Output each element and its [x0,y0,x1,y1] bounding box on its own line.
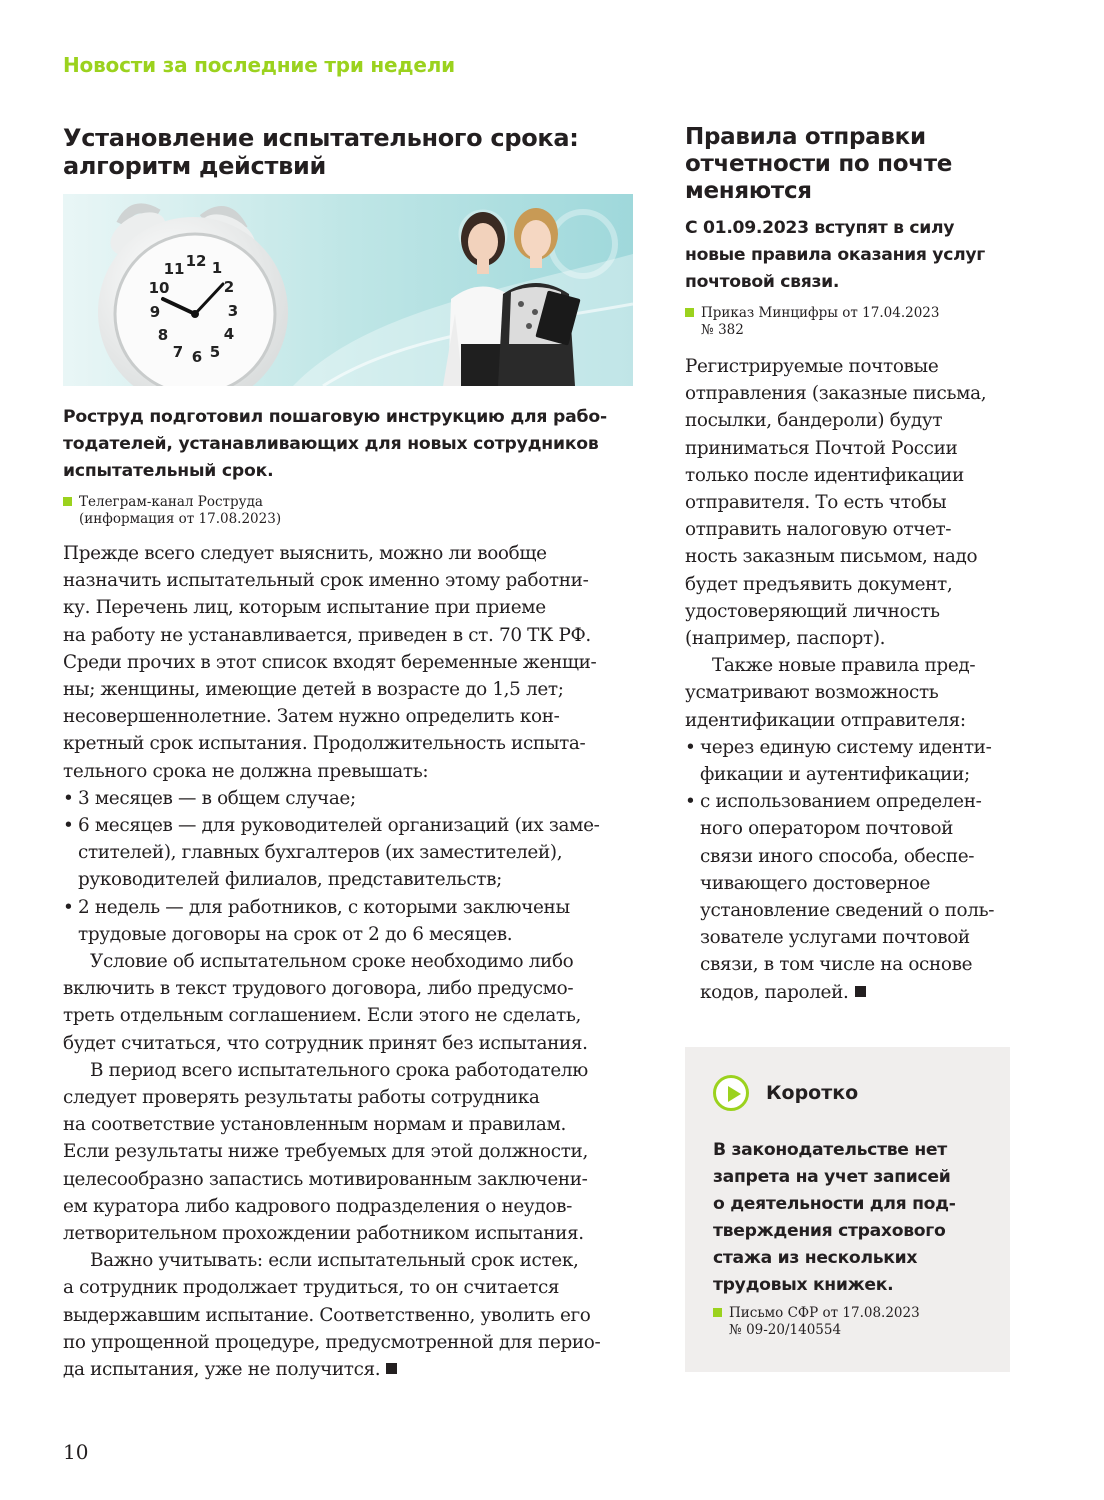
title-line: алгоритм действий [63,152,327,180]
paragraph: Важно учитывать: если испытательный срок истек, а сотрудник продолжает трудиться, то он считается выдержавшим испытание. Соответственно, уволить его по упрощенной процедуре, предусмотренной для перио- да испытания, уже не получится. [63,1250,601,1381]
list-item: • через единую систему иденти- фикации и аутентификации; [685,734,1015,788]
source-marker-icon [685,308,694,317]
article-probation [63,124,633,1383]
svg-text:6: 6 [191,348,203,366]
short-news-header [713,1075,858,1111]
svg-text:9: 9 [149,303,161,321]
paragraph: Также новые правила пред- усматривают возможность идентификации отправителя: [685,655,976,731]
short-news-title: Коротко [766,1082,859,1104]
list-item: • с использованием определен- ного оператором почтовой связи иного способа, обеспе- чивающего достоверное установление сведений о поль- зователе услугами почтовой связи, в том числе на основе кодов, паролей. [685,788,1015,1006]
article-title [63,124,633,180]
list-item: • 2 недель — для работников, с которыми заключены трудовые договоры на срок от 2 до 6 месяцев. [63,894,633,948]
page-number: 10 [63,1440,89,1464]
paragraph: Регистрируемые почтовые отправления (заказные письма, посылки, бандероли) будут приниматься Почтой России только после идентификации отправителя. То есть чтобы отправить налоговую отчет- ность заказным письмом, надо будет предъявить документ, удостоверяющий личность (например, паспорт). [685,356,987,650]
play-icon [713,1075,749,1111]
svg-text:10: 10 [148,279,170,297]
end-of-article-icon [855,986,866,997]
paragraph: Прежде всего следует выяснить, можно ли вообще назначить испытательный срок именно этому работни- ку. Перечень лиц, которым испытание при приеме на работу не устанавливается, приведен в ст. 70 ТК РФ. Среди прочих в этот список входят беременные женщи- ны; женщины, имеющие детей в возрасте до 1,5 лет; несовершеннолетние. Затем нужно определить кон- кретный срок испытания. Продолжительность испыта- тельного срока не должна превышать: [63,543,597,782]
article-source: Приказ Минцифры от 17.04.2023 № 382 [685,305,1015,339]
article-body [63,540,633,1383]
svg-text:8: 8 [157,326,169,344]
svg-text:11: 11 [163,260,185,278]
source-marker-icon [63,497,72,506]
svg-text:2: 2 [223,278,235,296]
article-source: Телеграм-канал Роструда (информация от 17.08.2023) [63,494,633,528]
svg-text:12: 12 [185,252,207,270]
svg-text:3: 3 [227,302,239,320]
section-label: Новости за последние три недели [63,53,455,77]
article-postal-rules [685,124,1015,1006]
paragraph: Условие об испытательном сроке необходимо либо включить в текст трудового договора, либо предусмо- треть отдельным соглашением. Если этого не сделать, будет считаться, что сотрудник принят без испытания. [63,951,588,1054]
article-body [685,353,1015,1006]
paragraph: В период всего испытательного срока работодателю следует проверять результаты работы сотрудника на соответствие установленным нормам и правилам. Если результаты ниже требуемых для этой должности, целесообразно запастись мотивированным заключени- ем куратора либо кадрового подразделения о неудов- летворительном прохождении работником испытания. [63,1059,588,1245]
end-of-article-icon [386,1363,397,1374]
alarm-clock-and-women-illustration [63,194,633,386]
source-marker-icon [713,1308,722,1317]
list-item: • 6 месяцев — для руководителей организаций (их заме- стителей), главных бухгалтеров (их заместителей), руководителей филиалов, представительств; [63,812,633,894]
article-lead: С 01.09.2023 вступят в силу новые правила оказания услуг почтовой связи. [685,218,985,292]
svg-text:4: 4 [223,325,235,343]
list-item: • 3 месяцев — в общем случае; [63,785,633,812]
article-title: Правила отправки отчетности по почте меняются [685,124,953,204]
svg-text:7: 7 [172,343,184,361]
short-news-text: В законодательстве нет запрета на учет записей о деятельности для под- тверждения страхового стажа из нескольких трудовых книжек. [713,1140,956,1295]
title-line: Установление испытательного срока: [63,124,579,152]
svg-text:5: 5 [209,343,221,361]
article-lead: Роструд подготовил пошаговую инструкцию для рабо- тодателей, устанавливающих для новых сотрудников испытательный срок. [63,407,607,481]
hero-image [63,194,633,386]
short-news-box [685,1047,1010,1372]
short-news-source: Письмо СФР от 17.08.2023 № 09-20/140554 [713,1305,1009,1339]
svg-text:1: 1 [211,259,223,277]
identification-methods-list [685,734,1015,1006]
probation-terms-list [63,785,633,948]
